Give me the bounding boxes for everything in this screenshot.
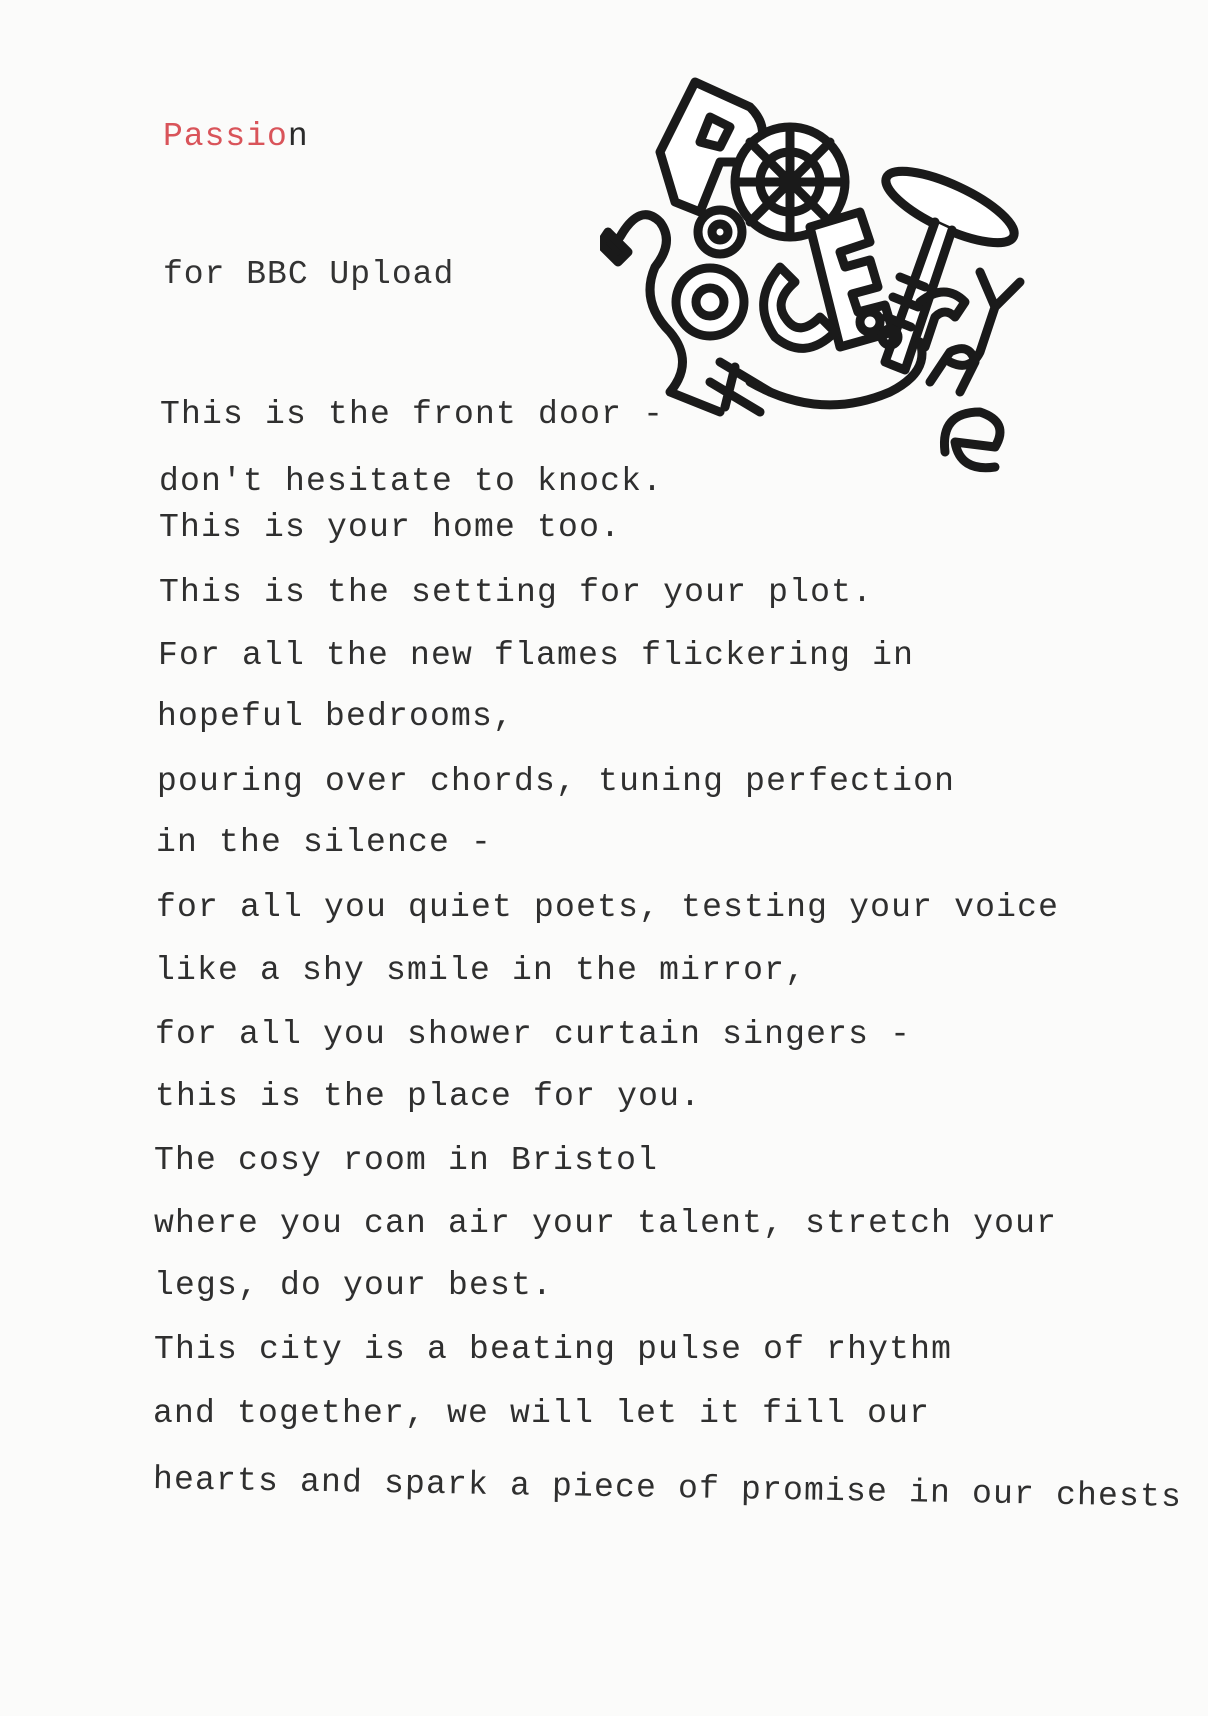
poem-line: This is the front door -	[160, 396, 665, 433]
poem-title: Passion	[163, 118, 309, 155]
poem-subtitle: for BBC Upload	[163, 256, 455, 293]
poem-line: hearts and spark a piece of promise in our chests	[152, 1461, 1183, 1516]
poem-line: in the silence -	[156, 824, 493, 861]
poem-line: legs, do your best.	[154, 1267, 554, 1304]
poem-line: for all you quiet poets, testing your voice	[156, 889, 1060, 926]
poem-line: for all you shower curtain singers -	[155, 1016, 912, 1053]
poetry-machine-logo-icon	[600, 62, 1100, 502]
poem-line: This city is a beating pulse of rhythm	[154, 1331, 953, 1368]
poem-line: This is the setting for your plot.	[159, 574, 874, 611]
poem-line: hopeful bedrooms,	[157, 698, 515, 735]
poem-line: like a shy smile in the mirror,	[155, 952, 807, 989]
poem-line: pouring over chords, tuning perfection	[157, 763, 956, 800]
poem-line: This is your home too.	[159, 509, 622, 546]
poem-line: this is the place for you.	[155, 1078, 702, 1115]
poem-line: For all the new flames flickering in	[158, 637, 915, 674]
poem-line: The cosy room in Bristol	[154, 1142, 659, 1179]
poem-line: where you can air your talent, stretch your	[154, 1205, 1058, 1242]
poem-line: don't hesitate to knock.	[159, 463, 664, 500]
poem-line: and together, we will let it fill our	[153, 1395, 931, 1432]
